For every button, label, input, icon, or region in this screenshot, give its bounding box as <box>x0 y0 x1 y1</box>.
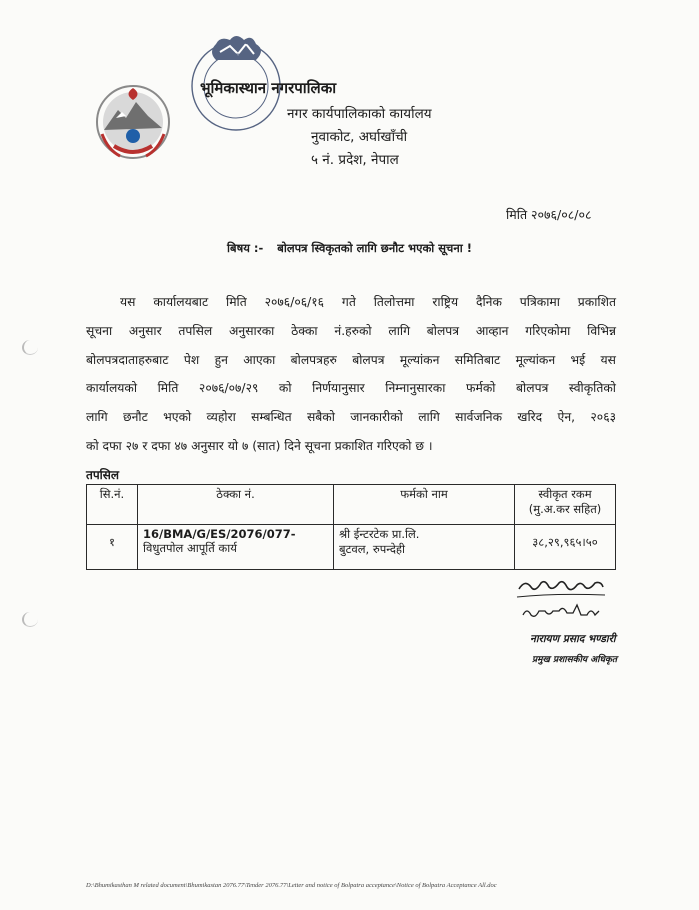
letter-date: मिति २०७६/०८/०८ <box>506 207 592 222</box>
scan-mark <box>22 340 38 355</box>
table-row <box>87 525 616 570</box>
header-contract: ठेक्का नं. <box>138 485 334 525</box>
cell-sn: १ <box>87 525 138 570</box>
contract-number: 16/BMA/G/ES/2076/077- <box>143 527 296 541</box>
office-subtitle: नगर कार्यपालिकाको कार्यालय <box>287 106 432 122</box>
cell-firm <box>334 525 515 570</box>
signatory-name: नारायण प्रसाद भण्डारी <box>530 633 616 645</box>
firm-name: श्री ईन्टरटेक प्रा.लि. <box>339 527 420 541</box>
header-amount-sub: (मु.अ.कर सहित) <box>528 502 602 516</box>
office-location: नुवाकोट, अर्घाखाँची <box>311 129 408 145</box>
table-header-row <box>87 485 616 525</box>
handwritten-signature <box>515 575 611 623</box>
body-line-2: सूचना अनुसार तपसिल अनुसारका ठेक्का नं.हरुको लागि बोलपत्र आव्हान गरिएकोमा विभिन्न <box>86 324 616 338</box>
header-firm: फर्मको नाम <box>334 485 515 525</box>
subject-label: बिषय :- <box>227 241 264 255</box>
office-name: भूमिकास्थान नगरपालिका <box>200 79 337 97</box>
footer-file-path: D:\Bhumikasthan M related document\Bhumikastan 2076.77\Tender 2076.77\Letter and notice of Bolpatra acceptance\Notice of Bolpatra Acceptance All.doc <box>86 882 497 889</box>
body-line-5: लागि छनौट भएको व्यहोरा सम्बन्धित सबैको जानकारीको लागि सार्वजनिक खरिद ऐन, २०६३ <box>86 410 616 424</box>
body-line-3: बोलपत्रदाताहरुबाट पेश हुन आएका बोलपत्रहरु बोलपत्र मूल्यांकन समितिबाट मूल्यांकन भई यस <box>86 353 616 367</box>
contract-description: विधुतपोल आपूर्ति कार्य <box>143 541 237 555</box>
body-line-1: यस कार्यालयबाट मिति २०७६/०६/१६ गते तिलोत्तमा राष्ट्रिय दैनिक पत्रिकामा प्रकाशित <box>120 295 616 309</box>
award-table <box>86 484 616 570</box>
header-sn: सि.नं. <box>87 485 138 525</box>
body-line-6: को दफा २७ र दफा ४७ अनुसार यो ७ (सात) दिने सूचना प्रकाशित गरिएको छ । <box>86 439 433 453</box>
cell-amount: ३८,२९,९६५।५० <box>515 525 616 570</box>
body-line-4: कार्यालयको मिति २०७६/०७/२९ को निर्णयानुसार निम्नानुसारका फर्मको बोलपत्र स्वीकृतिको <box>86 381 616 395</box>
header-amount <box>515 485 616 525</box>
nepal-emblem-icon <box>94 80 172 164</box>
office-province: ५ नं. प्रदेश, नेपाल <box>311 152 399 168</box>
header-amount-label: स्वीकृत रकम <box>538 487 592 501</box>
subject-line <box>0 241 699 256</box>
table-title: तपसिल <box>86 468 120 482</box>
firm-address: बुटवल, रुपन्देही <box>339 542 406 556</box>
scan-mark <box>22 612 38 627</box>
signatory-title: प्रमुख प्रशासकीय अधिकृत <box>532 655 618 665</box>
subject-text: बोलपत्र स्विकृतको लागि छनौट भएको सूचना ! <box>277 241 472 255</box>
cell-contract <box>138 525 334 570</box>
